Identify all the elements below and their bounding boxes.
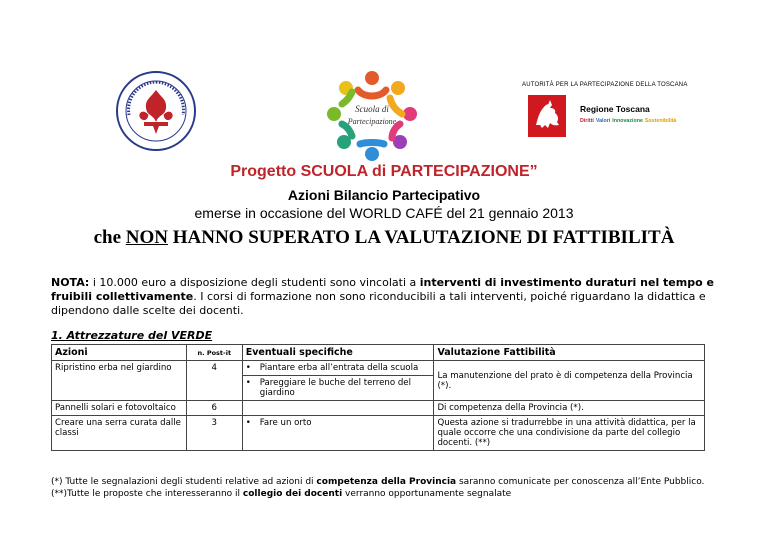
header-valutazione: Valutazione Fattibilità xyxy=(434,345,705,361)
cell-specifica: • Piantare erba all’entrata della scuola xyxy=(242,361,434,376)
cell-azione: Creare una serra curata dalle classi xyxy=(52,416,187,451)
non-underlined: NON xyxy=(125,227,168,248)
tag-diritti: Diritti xyxy=(580,118,594,124)
subtitle: Azioni Bilancio Partecipativo xyxy=(287,187,481,203)
header-azioni: Azioni xyxy=(52,345,187,361)
table-row xyxy=(52,361,705,376)
main-heading: che NON HANNO SUPERATO LA VALUTAZIONE DI FATTIBILITÀ xyxy=(93,227,675,248)
cell-specifica: • Pareggiare le buche del terreno del giardino xyxy=(242,376,434,401)
header-post-it: n. Post-it xyxy=(186,345,242,361)
authority-label: AUTORITÀ PER LA PARTECIPAZIONE DELLA TOSCANA xyxy=(522,82,688,88)
footnotes xyxy=(51,476,711,500)
cell-azione: Ripristino erba nel giardino xyxy=(52,361,187,401)
school-seal-logo xyxy=(115,70,197,152)
scuola-partecipazione-logo xyxy=(324,68,420,162)
header-specifiche: Eventuali specifiche xyxy=(242,345,434,361)
regione-name: Regione Toscana xyxy=(580,104,650,114)
cell-specifica: • Fare un orto xyxy=(242,416,434,451)
regione-toscana-logo xyxy=(528,95,566,137)
occasion-line: emerse in occasione del WORLD CAFÉ del 21 gennaio 2013 xyxy=(194,205,574,221)
tag-innovazione: Innovazione xyxy=(612,118,643,124)
table-row xyxy=(52,401,705,416)
tag-valori: Valori xyxy=(595,118,611,124)
actions-table xyxy=(51,344,705,451)
nota-label: NOTA: xyxy=(51,276,90,289)
school-logo-text: Scuola di xyxy=(355,104,389,114)
cell-specifica xyxy=(242,401,434,416)
table-row xyxy=(52,416,705,451)
nota-paragraph: NOTA: i 10.000 euro a disposizione degli studenti sono vincolati a interventi di investimento duraturi nel tempo e fruibili collettivamente. I corsi di formazione non sono riconducibili a tali interventi, poiché riguardano la didattica e dipendono dalle scelte dei docenti. xyxy=(51,276,714,317)
table-header-row xyxy=(52,345,705,361)
cell-valutazione: Di competenza della Provincia (*). xyxy=(434,401,705,416)
section-title: 1. Attrezzature del VERDE xyxy=(51,329,213,342)
cell-post-it: 6 xyxy=(186,401,242,416)
svg-text:Partecipazione: Partecipazione xyxy=(347,117,397,126)
tag-sostenibilita: Sostenibilità xyxy=(644,118,677,124)
project-title: Progetto SCUOLA di PARTECIPAZIONE” xyxy=(230,163,538,180)
cell-azione: Pannelli solari e fotovoltaico xyxy=(52,401,187,416)
cell-post-it: 4 xyxy=(186,361,242,401)
footnote-1: (*) Tutte le segnalazioni degli studenti relative ad azioni di competenza della Provincia saranno comunicate per conoscenza all’Ente Pubblico. xyxy=(51,477,705,487)
cell-post-it: 3 xyxy=(186,416,242,451)
regione-tagline xyxy=(580,118,678,124)
cell-valutazione: La manutenzione del prato è di competenza della Provincia (*). xyxy=(434,361,705,401)
footnote-2: (**)Tutte le proposte che interesseranno il collegio dei docenti verranno opportunamente segnalate xyxy=(51,489,512,499)
cell-valutazione: Questa azione si tradurrebbe in una attività didattica, per la quale occorre che una condivisione da parte del collegio docenti. (**) xyxy=(434,416,705,451)
